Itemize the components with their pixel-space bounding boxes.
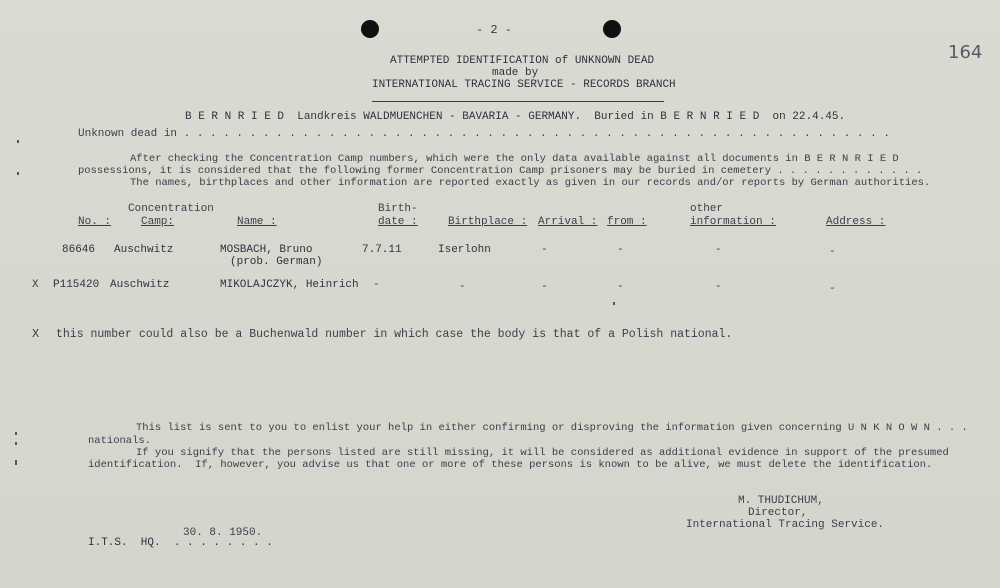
row-from: - — [617, 244, 624, 256]
page-marker: - 2 - — [476, 23, 513, 37]
margin-mark — [613, 302, 615, 305]
header-line-3: INTERNATIONAL TRACING SERVICE - RECORDS BRANCH — [372, 79, 676, 91]
row-birthplace: - — [459, 281, 466, 293]
row-birthplace: Iserlohn — [438, 244, 491, 256]
row-camp: Auschwitz — [110, 279, 170, 291]
col-header-birthplace: Birthplace : — [448, 216, 528, 228]
col-header-from: from : — [607, 216, 647, 228]
intro-line-2: possessions, it is considered that the following former Concentration Camp prisoners may be buried in cemetery . . . . . . . . . . . . — [78, 165, 923, 177]
closing-line-1: This list is sent to you to enlist your help in either confirming or disproving the information given concerning U N K N O W N . . . — [136, 422, 968, 434]
col-header-other-top: other — [690, 203, 724, 215]
header-rule — [372, 101, 664, 102]
col-header-other-bottom: information : — [690, 216, 776, 228]
col-header-arrival: Arrival : — [538, 216, 598, 228]
margin-mark — [15, 432, 17, 435]
signature-title: Director, — [748, 507, 808, 519]
footer-date: 30. 8. 1950. — [183, 527, 263, 539]
intro-line-3: The names, birthplaces and other information are reported exactly as given in our records and/or reports by German authorities. — [130, 177, 931, 189]
col-header-camp-bottom: Camp: — [141, 216, 175, 228]
col-header-camp-top: Concentration — [128, 203, 214, 215]
location-line: B E R N R I E D Landkreis WALDMUENCHEN - BAVARIA - GERMANY. Buried in B E R N R I E D on 22.4.45. — [185, 111, 846, 123]
row-other: - — [715, 281, 722, 293]
row-birthdate: - — [373, 279, 380, 291]
unknown-dead-line: Unknown dead in . . . . . . . . . . . . . . . . . . . . . . . . . . . . . . . . . . . . . . . . . . . . . . . . . . . . . . — [78, 128, 890, 140]
footnote-text: this number could also be a Buchenwald number in which case the body is that of a Polish national. — [56, 328, 733, 341]
col-header-birthdate-bottom: date : — [378, 216, 418, 228]
closing-line-3: If you signify that the persons listed are still missing, it will be considered as additional evidence in support of the presumed — [136, 447, 949, 459]
row-address: - — [829, 246, 836, 258]
col-header-address: Address : — [826, 216, 886, 228]
row-mark: X — [32, 279, 39, 291]
col-header-name: Name : — [237, 216, 277, 228]
col-header-no: No. : — [78, 216, 112, 228]
intro-line-1: After checking the Concentration Camp numbers, which were the only data available against all documents in B E R N R I E D — [130, 153, 899, 165]
row-address: - — [829, 283, 836, 295]
row-no: P115420 — [53, 279, 100, 291]
row-from: - — [617, 281, 624, 293]
margin-mark — [17, 172, 19, 175]
row-name-note: (prob. German) — [230, 256, 323, 268]
margin-mark — [15, 460, 17, 465]
header-line-1: ATTEMPTED IDENTIFICATION of UNKNOWN DEAD — [390, 55, 655, 67]
footnote-mark: X — [32, 327, 40, 341]
punch-hole-left — [361, 20, 379, 38]
punch-hole-right — [603, 20, 621, 38]
header-line-2: made by — [492, 67, 539, 79]
row-no: 86646 — [62, 244, 96, 256]
handwritten-page-number: 164 — [948, 42, 983, 63]
signature-org: International Tracing Service. — [686, 519, 885, 531]
row-birthdate: 7.7.11 — [362, 244, 402, 256]
closing-line-2: nationals. — [88, 435, 152, 447]
row-name: MIKOLAJCZYK, Heinrich — [220, 279, 359, 291]
margin-mark — [17, 140, 19, 143]
row-arrival: - — [541, 281, 548, 293]
col-header-birthdate-top: Birth- — [378, 203, 418, 215]
row-name: MOSBACH, Bruno — [220, 244, 313, 256]
row-other: - — [715, 244, 722, 256]
signature-name: M. THUDICHUM, — [738, 495, 824, 507]
closing-line-4: identification. If, however, you advise us that one or more of these persons is known to be alive, we must delete the identification. — [88, 459, 933, 471]
row-camp: Auschwitz — [114, 244, 174, 256]
margin-mark — [15, 442, 17, 445]
row-arrival: - — [541, 244, 548, 256]
footer-label: I.T.S. HQ. . . . . . . . . — [88, 537, 273, 549]
